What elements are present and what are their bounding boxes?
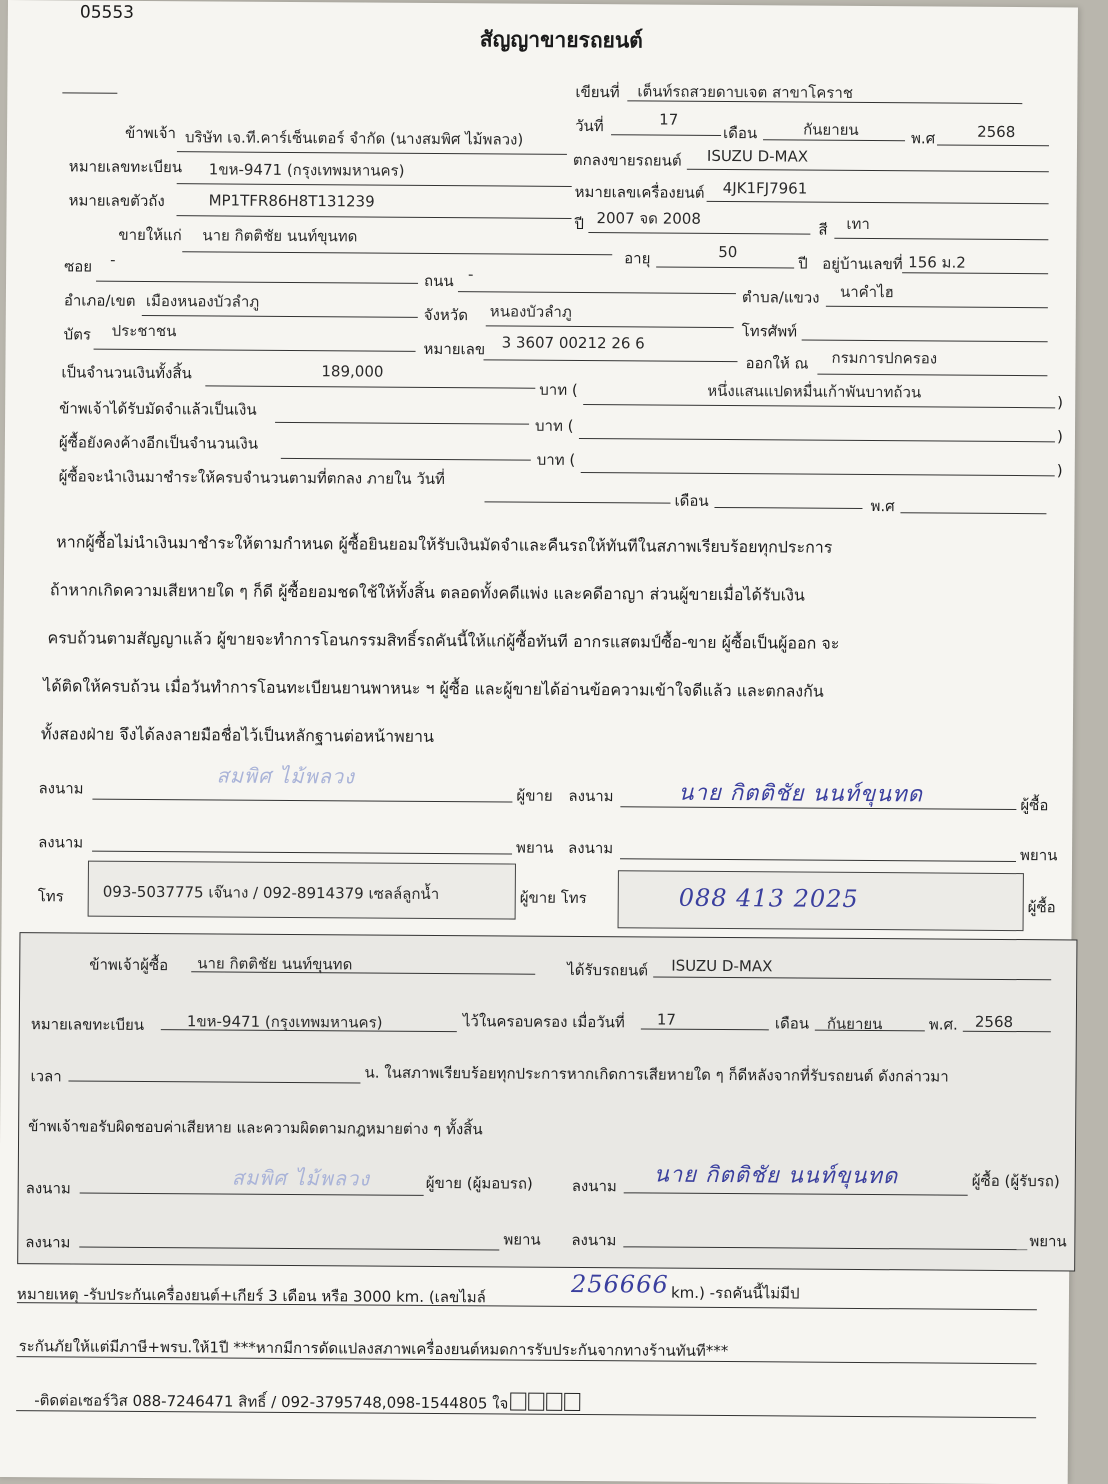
- phone-row-label: โทร: [37, 887, 64, 906]
- seller-label: ข้าพเจ้า: [125, 123, 177, 143]
- day-line: [611, 134, 721, 136]
- deposit-words-line: [579, 438, 1055, 442]
- receipt-witness2-role: พยาน: [1029, 1232, 1067, 1251]
- total-line: [205, 385, 535, 388]
- receipt-witness1-role: พยาน: [503, 1230, 541, 1249]
- chassis-value: MP1TFR86H8T131239: [208, 191, 375, 211]
- total-value: 189,000: [321, 362, 384, 381]
- remaining-label: ผู้ซื้อยังคงค้างอีกเป็นจำนวนเงิน: [58, 433, 259, 453]
- receipt-buyer-label: ข้าพเจ้าผู้ซื้อ: [89, 955, 169, 975]
- note-line-1b: km.) -รถคันนี้ไม่มีป: [670, 1283, 800, 1303]
- receipt-day: 17: [656, 1010, 677, 1029]
- province-value: หนองบัวลำภู: [489, 302, 572, 321]
- year-model-line: [588, 232, 810, 235]
- document-number: 05553: [79, 2, 135, 23]
- issued-value: กรมการปกครอง: [831, 348, 938, 368]
- receipt-time-label: เวลา: [30, 1067, 62, 1086]
- seller-role-label: ผู้ขาย: [516, 786, 553, 805]
- age-line: [656, 267, 794, 269]
- seller-phones: 093-5037775 เจ๊นาง / 092-8914379 เซลล์ลูกน้ำ: [102, 882, 440, 904]
- due-label: ผู้ซื้อจะนำเงินมาชำระให้ครบจำนวนตามที่ตกลง ภายใน วันที่: [58, 467, 445, 489]
- top-left-dash: [62, 92, 117, 93]
- id-label: หมายเลข: [423, 339, 486, 359]
- witness1-role-label: พยาน: [516, 838, 554, 857]
- deposit-label: ข้าพเจ้าได้รับมัดจำแล้วเป็นเงิน: [59, 399, 257, 419]
- year-value: 2568: [977, 122, 1016, 142]
- district-label: อำเภอ/เขต: [63, 291, 136, 310]
- agree-sell-label: ตกลงขายรถยนต์: [572, 150, 682, 170]
- note-mileage: 256666: [570, 1269, 669, 1299]
- seller-line: [177, 151, 567, 155]
- witness2-role-label: พยาน: [1019, 846, 1058, 865]
- receipt-buyer-role: ผู้ซื้อ (ผู้รับรถ): [971, 1171, 1060, 1191]
- total-baht-label: บาท (: [539, 380, 578, 399]
- receipt-plate: 1ขห-9471 (กรุงเทพมหานคร): [186, 1012, 383, 1032]
- witness1-sign-line: [92, 851, 512, 855]
- due-year-line: [900, 512, 1046, 514]
- age-unit: ปี: [798, 254, 808, 273]
- district-value: เมืองหนองบัวลำภู: [145, 291, 260, 311]
- color-label: สี: [818, 220, 828, 239]
- total-words-line: [583, 404, 1055, 408]
- seller-sign-line: [92, 799, 512, 803]
- month-label: เดือน: [723, 123, 758, 143]
- issued-line: [817, 374, 1047, 377]
- day-value: 17: [659, 110, 679, 129]
- due-year-label: พ.ศ: [870, 497, 895, 516]
- witness1-sign-label: ลงนาม: [38, 833, 84, 852]
- subdistrict-label: ตำบล/แขวง: [741, 288, 820, 307]
- witness2-sign-label: ลงนาม: [568, 838, 614, 858]
- receipt-liability-text: ข้าพเจ้าขอรับผิดชอบค่าเสียหาย และความผิดตามกฎหมายต่าง ๆ ทั้งสิ้น: [28, 1117, 483, 1139]
- receipt-witness2-sign-label: ลงนาม: [571, 1230, 617, 1250]
- id-line: [483, 359, 737, 362]
- checkbox-square-icon: [546, 1393, 562, 1411]
- note-line-3-text: -ติดต่อเซอร์วิส 088-7246471 สิทธิ์ / 092-3795748,098-1544805 ใจ: [34, 1391, 509, 1413]
- car-line: [687, 169, 1049, 173]
- date-label: วันที่: [575, 116, 604, 136]
- engine-value: 4JK1FJ7961: [722, 178, 808, 198]
- engine-line: [707, 201, 1049, 204]
- card-line: [94, 349, 416, 352]
- receipt-witness1-sign-label: ลงนาม: [25, 1233, 71, 1252]
- year-model-value: 2007 จด 2008: [596, 209, 701, 228]
- vehicle-receipt-box: [17, 932, 1077, 1271]
- remaining-line: [281, 458, 531, 461]
- note-line-1a: หมายเหตุ -รับประกันเครื่องยนต์+เกียร์ 3 เดือน หรือ 3000 km. (เลขไมล์: [16, 1285, 486, 1307]
- car-model: ISUZU D-MAX: [706, 146, 809, 166]
- subdistrict-value: นาคำไฮ: [839, 282, 894, 302]
- year-line: [937, 144, 1049, 146]
- card-value: ประชาชน: [111, 321, 177, 341]
- checkbox-square-icon: [564, 1393, 580, 1411]
- clause-line-3: ครบถ้วนตามสัญญาแล้ว ผู้ขายจะทำการโอนกรรมสิทธิ์รถคันนี้ให้แก่ผู้ซื้อทันที อากรแสตมป์ซื้อ-ขาย ผู้ซื้อเป็นผู้ออก จะ: [47, 628, 840, 653]
- seller-sign-label: ลงนาม: [38, 779, 84, 798]
- color-line: [834, 238, 1048, 240]
- issued-label: ออกให้ ณ: [745, 354, 809, 373]
- district-line: [142, 315, 418, 318]
- province-line: [486, 325, 734, 328]
- plate-line: [177, 183, 572, 187]
- receipt-possess-label: ไว้ในครอบครอง เมื่อวันที่: [462, 1012, 625, 1032]
- road-value: -: [468, 265, 474, 284]
- total-words: หนึ่งแสนแปดหมื่นเก้าพันบาทถ้วน: [707, 381, 922, 402]
- province-label: จังหวัด: [423, 305, 469, 325]
- receipt-year: 2568: [974, 1012, 1014, 1032]
- road-line: [458, 291, 736, 294]
- seller-phone-role: ผู้ขาย โทร: [519, 888, 587, 908]
- receipt-buyer-sign-label: ลงนาม: [571, 1176, 617, 1196]
- receipt-condition-text: น. ในสภาพเรียบร้อยทุกประการหากเกิดการเสียหายใด ๆ ก็ดีหลังจากที่รับรถยนต์ ดังกล่าวมา: [364, 1063, 949, 1086]
- phone-label: โทรศัพท์: [741, 322, 798, 341]
- age-value: 50: [718, 242, 738, 262]
- buyer-name: นาย กิตติชัย นนท์ขุนทด: [202, 226, 358, 246]
- clause-line-1: หากผู้ซื้อไม่นำเงินมาชำระให้ตามกำหนด ผู้ซื้อยินยอมให้รับเงินมัดจำและคืนรถให้ทันทีในสภาพเรียบร้อยทุกประการ: [56, 532, 833, 557]
- buyer-phone-role: ผู้ซื้อ: [1027, 898, 1056, 917]
- remaining-words-line: [581, 472, 1055, 476]
- chassis-line: [176, 215, 571, 219]
- receipt-plate-label: หมายเลขทะเบียน: [30, 1015, 145, 1034]
- house-value: 156 ม.2: [908, 253, 966, 272]
- written-at-label: เขียนที่: [575, 82, 620, 102]
- id-value: 3 3607 00212 26 6: [501, 333, 645, 353]
- buyer-role-label: ผู้ซื้อ: [1020, 796, 1049, 815]
- due-month-line: [714, 507, 862, 509]
- deposit-baht-label: บาท (: [534, 416, 574, 435]
- witness2-sign-line: [620, 858, 1016, 862]
- due-month-label: เดือน: [674, 491, 709, 510]
- subdistrict-line: [826, 306, 1048, 309]
- year-model-label: ปี: [574, 214, 585, 234]
- clause-line-2: ถ้าหากเกิดความเสียหายใด ๆ ก็ดี ผู้ซื้อยอมชดใช้ให้ทั้งสิ้น ตลอดทั้งคดีแพ่ง และคดีอาญา ส่วนผู้ขายเมื่อได้รับเงิน: [49, 580, 805, 605]
- receipt-year-label: พ.ศ.: [928, 1015, 958, 1034]
- due-day-line: [485, 501, 671, 503]
- receipt-month-label: เดือน: [774, 1014, 810, 1033]
- receipt-seller-signature: สมพิศ ไม้พลวง: [231, 1165, 371, 1191]
- receipt-month: กันยายน: [826, 1014, 883, 1034]
- sell-to-label: ขายให้แก่: [118, 225, 182, 245]
- note-line-2: ระกันภัยให้แต่มีภาษี+พรบ.ให้1ปี ***หากมีการดัดแปลงสภาพเครื่องยนต์หมดการรับประกันจากทางร้านทันที***: [18, 1337, 729, 1361]
- total-label: เป็นจำนวนเงินทั้งสิ้น: [61, 363, 192, 383]
- seller-name: บริษัท เจ.ที.คาร์เซ็นเตอร์ จำกัด (นางสมพิศ ไม้พลวง): [184, 128, 524, 149]
- receipt-seller-role: ผู้ขาย (ผู้มอบรถ): [425, 1173, 533, 1193]
- buyer-phone-box: [618, 870, 1024, 931]
- house-label: อยู่บ้านเลขที่: [822, 254, 903, 274]
- written-at-value: เต็นท์รถสวยดาบเจต สาขาโคราช: [637, 82, 854, 102]
- checkbox-square-icon: [528, 1393, 544, 1411]
- chassis-label: หมายเลขตัวถัง: [68, 191, 165, 211]
- clause-line-5: ทั้งสองฝ่าย จึงได้ลงลายมือชื่อไว้เป็นหลักฐานต่อหน้าพยาน: [40, 724, 435, 746]
- buyer-signature: นาย กิตติชัย นนท์ขุนทด: [678, 780, 923, 808]
- engine-label: หมายเลขเครื่องยนต์: [574, 182, 705, 202]
- receipt-seller-sign-label: ลงนาม: [25, 1179, 71, 1198]
- buyer-phone-line: [802, 340, 1048, 343]
- buyer-sign-label: ลงนาม: [568, 786, 614, 806]
- total-close: ): [1057, 393, 1064, 412]
- buyer-name-line: [182, 251, 612, 255]
- clause-line-4: ได้ติดให้ครบถ้วน เมื่อวันทำการโอนทะเบียนยานพาหนะ ฯ ผู้ซื้อ และผู้ขายได้อ่านข้อความเข้าใจดีแล้ว และตกลงกัน: [43, 676, 824, 701]
- checkbox-square-icon: [510, 1393, 526, 1411]
- buyer-phone: 088 413 2025: [678, 883, 859, 913]
- deposit-line: [275, 422, 529, 425]
- plate-value: 1ขห-9471 (กรุงเทพมหานคร): [208, 160, 405, 180]
- document-title: สัญญาขายรถยนต์: [479, 27, 643, 53]
- seller-phone-box: [88, 861, 516, 920]
- month-value: กันยายน: [803, 120, 859, 139]
- remaining-baht-label: บาท (: [536, 450, 576, 469]
- receipt-received-label: ได้รับรถยนต์: [567, 960, 649, 980]
- color-value: เทา: [846, 214, 870, 234]
- soi-line: [96, 281, 418, 284]
- card-label: บัตร: [63, 325, 92, 344]
- plate-label: หมายเลขทะเบียน: [68, 157, 183, 177]
- receipt-car: ISUZU D-MAX: [671, 956, 773, 976]
- soi-value: -: [110, 250, 116, 269]
- receipt-buyer-name: นาย กิตติชัย นนท์ขุนทด: [197, 954, 353, 974]
- receipt-buyer-signature: นาย กิตติชัย นนท์ขุนทด: [653, 1162, 899, 1190]
- year-label: พ.ศ: [910, 129, 936, 148]
- remaining-close: ): [1056, 461, 1063, 480]
- soi-label: ซอย: [64, 257, 93, 276]
- road-label: ถนน: [423, 271, 454, 291]
- seller-signature: สมพิศ ไม้พลวง: [216, 763, 355, 789]
- age-label: อายุ: [624, 249, 651, 268]
- deposit-close: ): [1056, 427, 1063, 446]
